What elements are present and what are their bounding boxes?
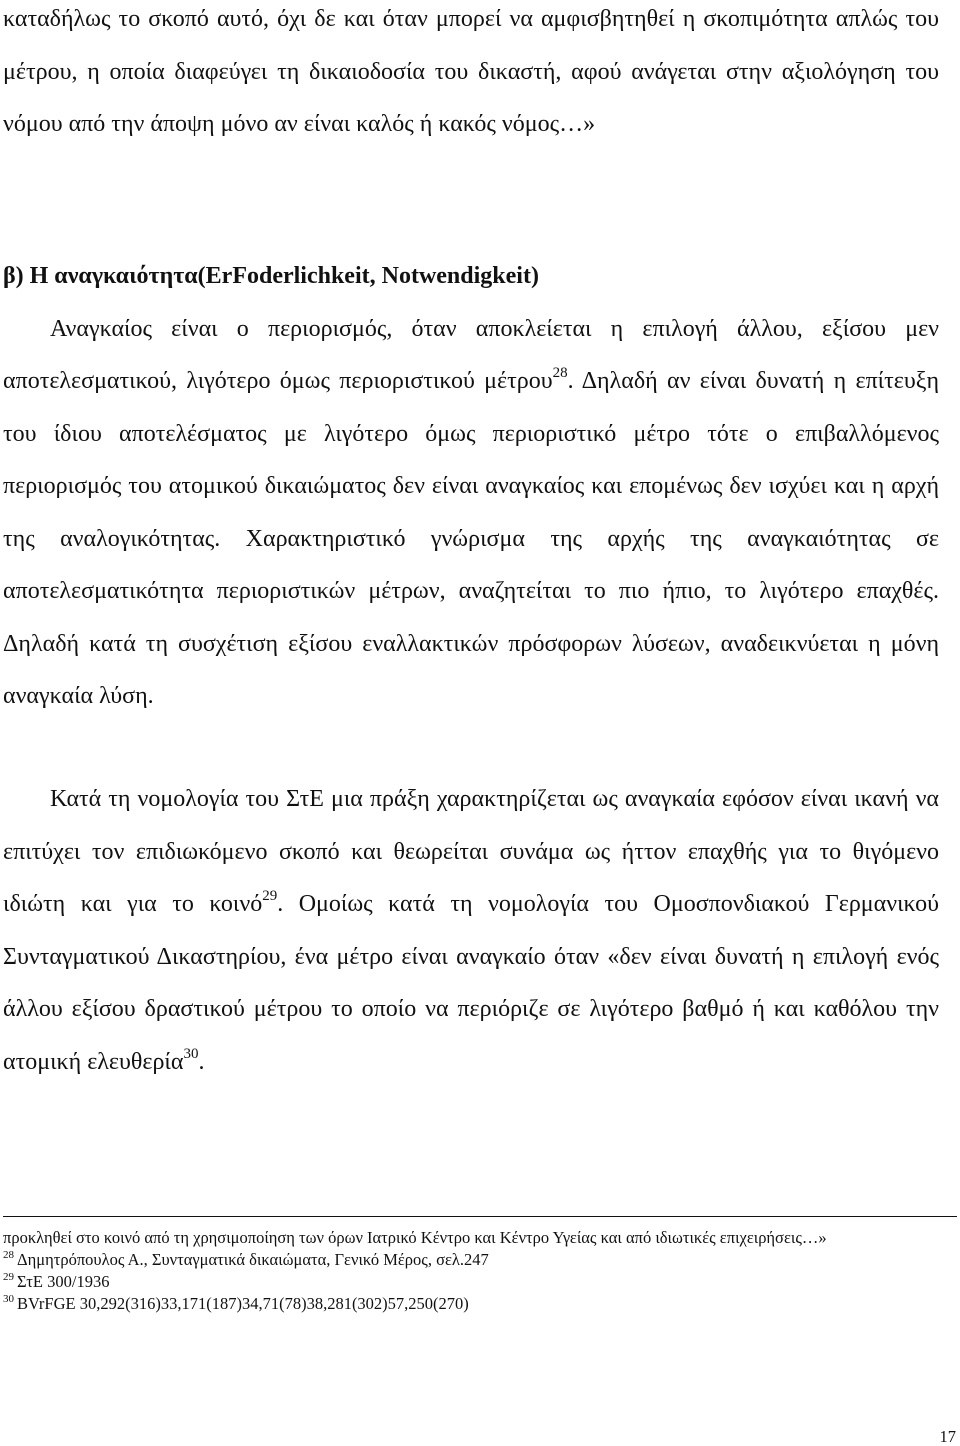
footnote-continuation: προκληθεί στο κοινό από τη χρησιμοποίηση των όρων Ιατρικό Κέντρο και Κέντρο Υγείας και από ιδιωτικές επιχειρήσεις…» [3,1228,827,1247]
paragraph-continuation [3,0,939,151]
paragraph-case-law [3,773,939,1088]
footnote-number: 30 [3,1293,14,1306]
paragraph-3-text-a: Κατά τη νομολογία του ΣτΕ μια πράξη χαρακτηρίζεται ως αναγκαία εφόσον είναι ικανή να επιτύχει τον επιδιωκόμενο σκοπό και θεωρείται συνάμα ως ήττον επαχθής για το θιγόμενο ιδιώτη και για το κοινό [3,786,939,917]
footnote-text: Δημητρόπουλος Α., Συνταγματικά δικαιώματα, Γενικό Μέρος, σελ.247 [17,1250,489,1269]
footnote-ref-29[interactable]: 29 [262,887,278,904]
paragraph-2-text-b: . Δηλαδή αν είναι δυνατή η επίτευξη του ίδιου αποτελέσματος με λιγότερο όμως περιοριστικό μέτρο τότε ο επιβαλλόμενος περιορισμός του ατομικού δικαιώματος δεν είναι αναγκαίος και επομένως δεν ισχύει και η αρχή της αναλογικότητας. Χαρακτηριστικό γνώρισμα της αρχής της αναγκαιότητας σε αποτελεσματικότητα περιοριστικών μέτρων, αναζητείται το πιο ήπιο, το λιγότερο επαχθές. Δηλαδή κατά τη συσχέτιση εξίσου εναλλακτικών πρόσφορων λύσεων, αναδεικνύεται η μόνη αναγκαία λύση. [3,368,939,709]
paragraph-necessity-definition [3,303,939,723]
footnote-number: 28 [3,1249,14,1262]
footnote-divider [3,1216,957,1217]
footnote-29 [3,1271,943,1293]
footnotes [3,1227,943,1315]
paragraph-3-text-b: . Ομοίως κατά τη νομολογία του Ομοσπονδιακού Γερμανικού Συνταγματικού Δικαστηρίου, ένα μέτρο είναι αναγκαίο όταν «δεν είναι δυνατή η επιλογή ενός άλλου εξίσου δραστικού μέτρου το οποίο να περιόριζε σε λιγότερο βαθμό ή και καθόλου την ατομική ελευθερία [3,891,939,1075]
paragraph-3-text-c: . [198,1048,205,1075]
page-number: 17 [939,1427,956,1446]
paragraph-2-text-a: Αναγκαίος είναι ο περιορισμός, όταν αποκλείεται η επιλογή άλλου, εξίσου μεν αποτελεσματικού, λιγότερο όμως περιοριστικού μέτρου [3,315,939,394]
paragraph-1-text: καταδήλως το σκοπό αυτό, όχι δε και όταν μπορεί να αμφισβητηθεί η σκοπιμότητα απλώς του μέτρου, η οποία διαφεύγει τη δικαιοδοσία του δικαστή, αφού ανάγεται στην αξιολόγηση του νόμου από την άποψη μόνο αν είναι καλός ή κακός νόμος…» [3,6,939,137]
footnote-ref-30[interactable]: 30 [183,1045,199,1062]
footnote-text: BVrFGE 30,292(316)33,171(187)34,71(78)38,281(302)57,250(270) [17,1294,469,1313]
footnote-number: 29 [3,1271,14,1284]
section-heading: β) Η αναγκαιότητα(ErFoderlichkeit, Notwendigkeit) [3,263,539,289]
footnote-text: ΣτΕ 300/1936 [17,1272,110,1291]
footnote-ref-28[interactable]: 28 [552,364,568,381]
necessity-section [3,250,939,723]
footnote-28 [3,1249,943,1271]
footnote-30 [3,1293,943,1315]
